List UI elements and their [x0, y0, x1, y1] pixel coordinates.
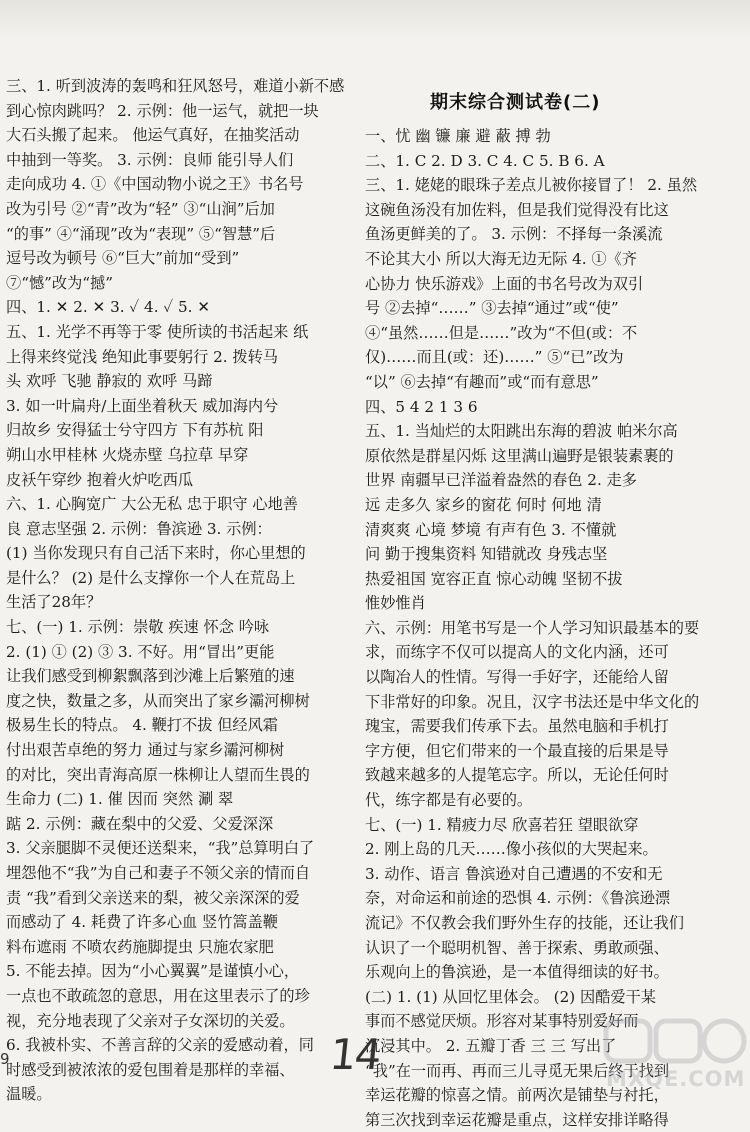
answer-line: 沉浸其中。 2. 五瓣丁香 三 三 写出了 — [365, 1036, 617, 1055]
answer-line: 让我们感受到柳絮飘落到沙滩上后繁殖的速 — [6, 667, 295, 686]
answer-line: 三、1. 听到波涛的轰鸣和狂风怒号，难道小新不感 — [6, 77, 345, 95]
answer-line: 责 “我”看到父亲送来的梨，被父亲深深的爱 — [6, 888, 300, 907]
answer-line: 6. 我被朴实、不善言辞的父亲的爱感动着，同 — [6, 1036, 314, 1055]
answer-line: “我”在一而再、再而三儿寻觅无果后终于找到 — [365, 1061, 670, 1080]
answer-line: 鱼汤更鲜美的了。 3. 示例：不择每一条溪流 — [365, 225, 663, 244]
left-answer-column — [6, 74, 356, 1107]
watermark-text: MXQE.COM — [606, 1067, 746, 1091]
answer-line: 3. 父亲腿脚不灵便还送梨来，“我”总算明白了 — [6, 839, 315, 858]
answer-line: 而感动了 4. 耗费了许多心血 竖竹篙盖鞭 — [6, 913, 278, 932]
answer-line: 视，充分地表现了父亲对子女深切的关爱。 — [6, 1011, 295, 1030]
answer-line: 头 欢呼 飞驰 静寂的 欢呼 马蹄 — [6, 372, 213, 391]
answer-line: 中抽到一等奖。 3. 示例：良师 能引导人们 — [6, 150, 294, 169]
answer-line: (二) 1. (1) 从回忆里体会。 (2) 因酷爱干某 — [365, 987, 656, 1006]
answer-line: (1) 当你发现只有自己活下来时，你心里想的 — [6, 544, 306, 563]
answer-line: 仅)……而且(或：还)……” ⑤“已”改为 — [365, 348, 624, 367]
answer-line: 温暖。 — [6, 1085, 52, 1104]
answer-line: 大石头搬了起来。 他运气真好，在抽奖活动 — [6, 126, 300, 145]
answer-line: 六、示例：用笔书写是一个人学习知识最基本的要 — [365, 618, 700, 637]
answer-line: 一、忧 幽 镰 廉 避 蔽 搏 勃 — [365, 127, 551, 145]
answer-line: 走向成功 4. ①《中国动物小说之王》书名号 — [6, 175, 304, 194]
answer-line: 不论其大小 所以大海无边无际 4. ①《齐 — [365, 249, 637, 268]
page-top-shadow — [0, 0, 750, 40]
answer-line: 清爽爽 心境 梦境 有声有色 3. 不懂就 — [365, 520, 617, 539]
answer-line: 代，练字都是有必要的。 — [365, 791, 533, 810]
answer-line: 认识了一个聪明机智、善于探索、勇敢顽强、 — [365, 938, 669, 957]
answer-line: 远 走多久 家乡的窗花 何时 何地 清 — [365, 495, 602, 514]
right-answer-column — [365, 124, 745, 1132]
answer-line: 事而不感觉厌烦。形容对某事特别爱好而 — [365, 1012, 639, 1031]
answer-line: 瑰宝，需要我们传承下去。虽然电脑和手机打 — [365, 717, 669, 736]
answer-line: 第三次找到幸运花瓣是重点，这样安排详略得 — [365, 1110, 669, 1129]
answer-line: 生活了28年？ — [6, 593, 102, 612]
answer-line: 生命力 (二) 1. 催 因而 突然 涮 翠 — [6, 790, 234, 809]
answer-line: 奈，对命运和前途的恐惧 4. 示例：《鲁滨逊漂 — [365, 889, 671, 908]
answer-line: 乐观向上的鲁滨逊，是一本值得细读的好书。 — [365, 963, 669, 982]
answer-line: 热爱祖国 宽容正直 惊心动魄 坚韧不拔 — [365, 569, 623, 588]
answer-line: 度之快，数量之多，从而突出了家乡灞河柳树 — [6, 691, 310, 710]
answer-line: 极易生长的特点。 4. 鞭打不拔 但经风霜 — [6, 716, 278, 735]
exam-title: 期末综合测试卷(二) — [430, 92, 601, 113]
answer-line: ⑦“憾”改为“撼” — [6, 273, 113, 292]
answer-line: 3. 如一叶扁舟/上面坐着秋天 威加海内兮 — [6, 396, 279, 415]
answer-line: 付出艰苦卓绝的努力 通过与家乡灞河柳树 — [6, 741, 285, 760]
answer-line: 2. (1) ① (2) ③ 3. 不好。用“冒出”更能 — [6, 642, 275, 661]
answer-line: 料布遮雨 不喷农药施脚提虫 只施农家肥 — [6, 937, 274, 956]
answer-line: 号 ②去掉“……” ③去掉“通过”或“使” — [365, 299, 619, 318]
answer-line: 的对比，突出青海高原一株柳让人望而生畏的 — [6, 765, 310, 784]
answer-line: 5. 不能去掉。因为“小心翼翼”是谨慎小心， — [6, 962, 300, 981]
answer-line: 世界 南疆早已洋溢着盎然的春色 2. 走多 — [365, 471, 637, 490]
answer-line: 皮袄午穿纱 抱着火炉吃西瓜 — [6, 470, 194, 489]
answer-line: 三、1. 姥姥的眼珠子差点儿被你接冒了！ 2. 虽然 — [365, 176, 698, 195]
answer-line: 朔山水甲桂林 火烧赤壁 乌拉草 早穿 — [6, 445, 249, 464]
answer-line: 2. 刚上岛的几天……像小孩似的大哭起来。 — [365, 840, 658, 859]
answer-line: 心协力 快乐游戏》上面的书名号改为双引 — [365, 274, 644, 293]
answer-line: 原依然是群星闪烁 这里满山遍野是银装素裹的 — [365, 446, 674, 465]
answer-line: 上得来终觉浅 绝知此事要躬行 2. 拨转马 — [6, 347, 278, 366]
page-number: 9 — [0, 1050, 10, 1068]
handwritten-page-note: 14 — [327, 1030, 383, 1079]
answer-line: 时感受到被浓浓的爱包围着是那样的幸福、 — [6, 1060, 295, 1079]
answer-line: 四、5 4 2 1 3 6 — [365, 397, 478, 416]
answer-line: 六、1. 心胸宽广 大公无私 忠于职守 心地善 — [6, 495, 298, 514]
answer-line: 惟妙惟肖 — [365, 594, 426, 613]
answer-line: 流记》不仅教会我们野外生存的技能，还让我们 — [365, 914, 684, 932]
answer-line: “以” ⑥去掉“有趣而”或“而有意思” — [365, 372, 599, 391]
answer-line: 到心惊肉跳吗？ 2. 示例：他一运气，就把一块 — [6, 101, 319, 120]
answer-line: 以陶冶人的性情。写得一手好字，还能给人留 — [365, 668, 669, 687]
answer-line: 字方便，但它们带来的一个最直接的后果是导 — [365, 741, 669, 760]
answer-line: 这碗鱼汤没有加佐料，但是我们觉得没有比这 — [365, 200, 669, 219]
answer-line: 问 勤于搜集资料 知错就改 身残志坚 — [365, 545, 608, 564]
watermark-logo — [600, 1015, 750, 1093]
answer-line: 良 意志坚强 2. 示例：鲁滨逊 3. 示例： — [6, 519, 272, 538]
answer-line: 四、1. ✕ 2. ✕ 3. ✓ 4. ✓ 5. ✕ — [6, 298, 211, 317]
answer-line: 改为引号 ②“青”改为“轻” ③“山涧”后加 — [6, 199, 275, 218]
answer-line: 是什么？ (2) 是什么支撑你一个人在荒岛上 — [6, 568, 296, 587]
answer-line: 二、1. C 2. D 3. C 4. C 5. B 6. A — [365, 151, 605, 170]
answer-line: 归故乡 安得猛士兮守四方 下有苏杭 阳 — [6, 421, 264, 440]
answer-line: 埋怨他不“我”为自己和妻子不领父亲的情而自 — [6, 864, 311, 882]
answer-line: 3. 动作、语言 鲁滨逊对自己遭遇的不安和无 — [365, 864, 663, 883]
answer-line: “的事” ④“涌现”改为“表现” ⑤“智慧”后 — [6, 224, 276, 243]
answer-line: ④“虽然……但是……”改为“不但(或：不 — [365, 323, 638, 342]
answer-line: 一点也不敢疏忽的意思，用在这里表示了的珍 — [6, 986, 310, 1005]
answer-line: 下非常好的印象。况且，汉字书法还是中华文化的 — [365, 692, 700, 711]
answer-line: 踮 2. 示例：藏在梨中的父爱、父爱深深 — [6, 814, 274, 833]
answer-line: 致越来越多的人提笔忘字。所以，无论任何时 — [365, 766, 669, 785]
answer-line: 幸运花瓣的惊喜之情。前两次是铺垫与衬托， — [365, 1086, 669, 1105]
answer-line: 五、1. 光学不再等于零 使所读的书活起来 纸 — [6, 322, 309, 341]
answer-line: 七、(一) 1. 精疲力尽 欣喜若狂 望眼欲穿 — [365, 815, 639, 834]
answer-line: 五、1. 当灿烂的太阳跳出东海的碧波 帕米尔高 — [365, 422, 678, 441]
answer-line: 求，而练字不仅可以提高人的文化内涵，还可 — [365, 643, 669, 662]
answer-line: 逗号改为顿号 ⑥“巨大”前加“受到” — [6, 249, 240, 268]
watermark-stamp-icon — [600, 1015, 750, 1067]
answer-line: 七、(一) 1. 示例：崇敬 疾速 怀念 吟咏 — [6, 618, 270, 637]
